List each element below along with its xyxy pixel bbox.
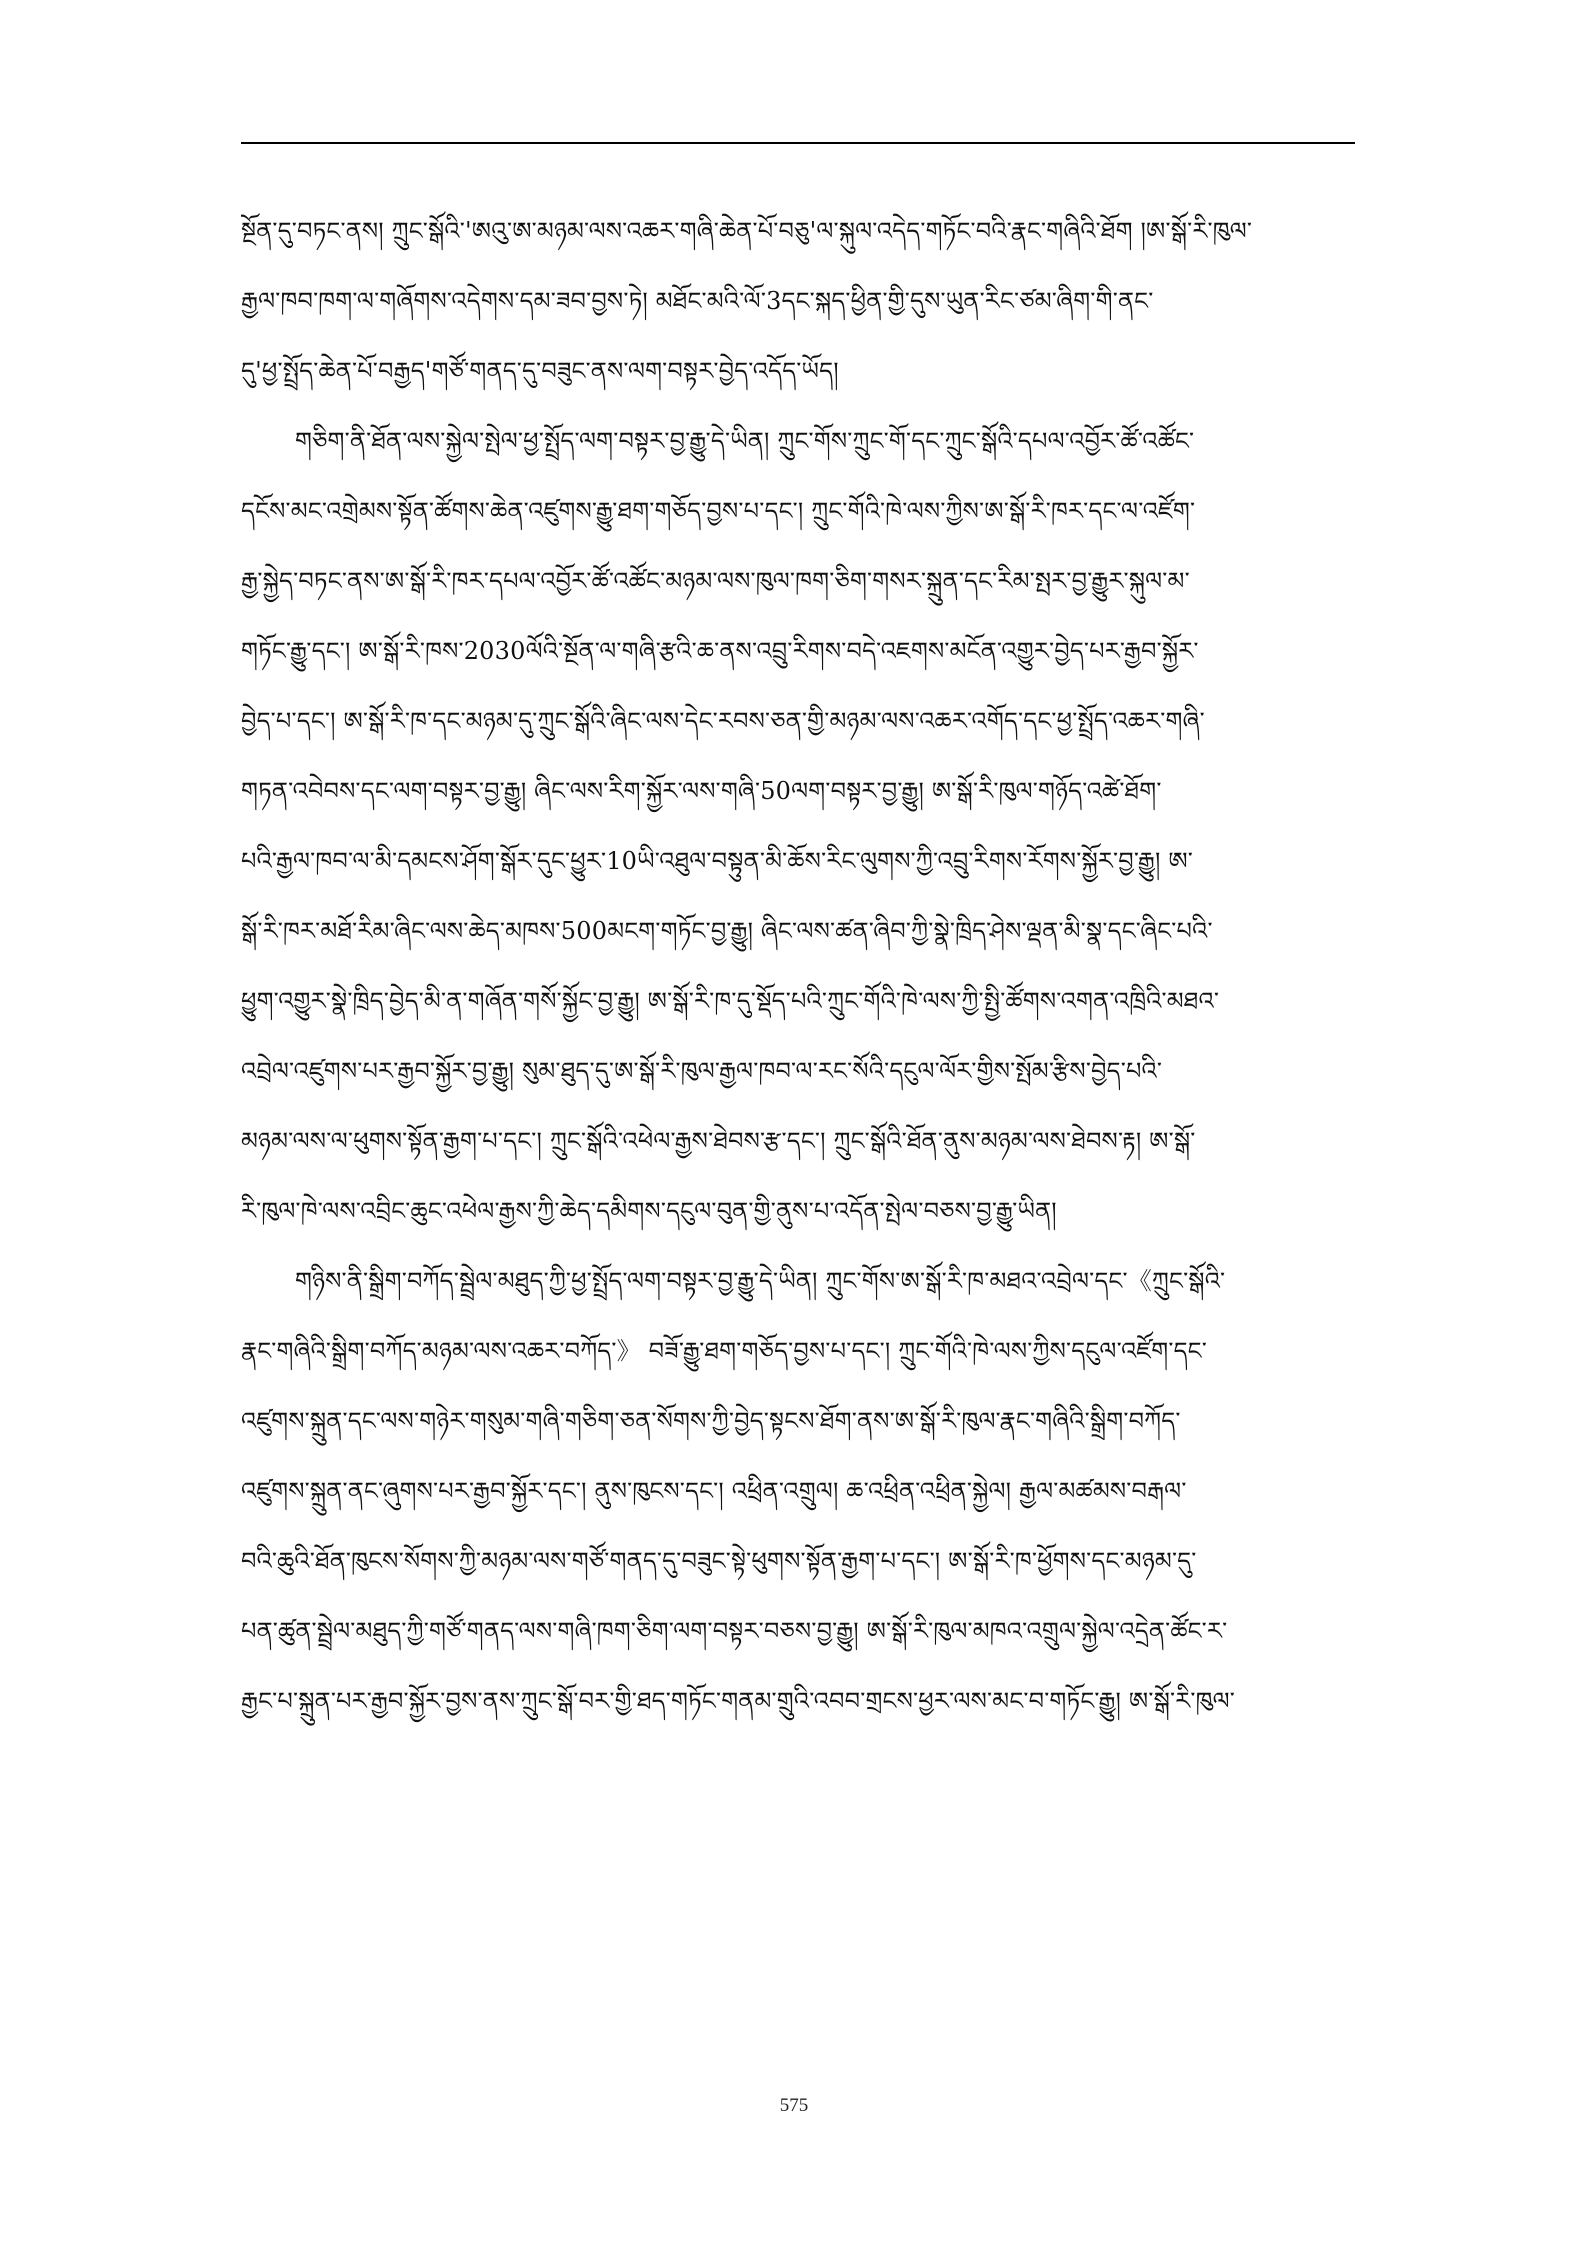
text-line: རྒྱལ་ཁབ་ཁག་ལ་གཞོགས་འདེགས་དམ་ཟབ་བྱས་ཏེ། མཐོང་མའི་ལོ་3དང་སྐད་ཕྱིན་གྱི་དུས་ཡུན་རིང་ཙམ་ཞིག་གི་ནང་ xyxy=(241,287,1154,315)
text-line: བའི་ཆུའི་ཐོན་ཁུངས་སོགས་ཀྱི་མཉམ་ལས་གཙོ་གནད་དུ་བཟུང་སྟེ་ཕུགས་སྟོན་རྒྱག་པ་དང་། ཨ་སྒོ་རི་ཁ་ཕྱོགས་དང་མཉམ་དུ་ xyxy=(241,1547,1197,1575)
text-line: དངོས་མང་འགྲེམས་སྟོན་ཚོགས་ཆེན་འཛུགས་རྒྱུ་ཐག་གཅོད་བྱས་པ་དང་། ཀྲུང་གོའི་ཁེ་ལས་ཀྱིས་ཨ་སྒོ་རི་ཁར་དང་ལ་འཛོག་ xyxy=(241,497,1196,525)
text-line: རི་ཁུལ་ཁེ་ལས་འབྲིང་ཆུང་འཕེལ་རྒྱས་ཀྱི་ཆེད་དམིགས་དངུལ་བུན་གྱི་ནུས་པ་འདོན་སྤེལ་བཅས་བྱ་རྒྱུ་ཡིན། xyxy=(241,1197,1057,1225)
text-line: གཅིག་ནི་ཐོན་ལས་སྐྱེལ་སྤེལ་ཕྱ་སྤྲོད་ལག་བསྟར་བྱ་རྒྱུ་དེ་ཡིན། ཀྲུང་གོས་ཀྲུང་གོ་དང་ཀྲུང་སྒོའི་དཔལ་འབྱོར་ཚོ་འཚོང་ xyxy=(295,427,1195,455)
text-line: མཉམ་ལས་ལ་ཕུགས་སྟོན་རྒྱག་པ་དང་། ཀྲུང་སྒོའི་འཕེལ་རྒྱས་ཐེབས་རྩ་དང་། ཀྲུང་སྒོའི་ཐོན་ནུས་མཉམ་ལས་ཐེབས་རྟ། ཨ་སྒོ་ xyxy=(241,1127,1196,1155)
text-line: སྔོན་དུ་བཏང་ནས། ཀྲུང་སྒོའི་'ཨའུ་ཨ་མཉམ་ལས་འཆར་གཞི་ཆེན་པོ་བཅུ'ལ་སྐུལ་འདེད་གཏོང་བའི་རྣང་གཞིའི་ཐོག །ཨ་སྒོ་རི་ཁུལ་ xyxy=(241,217,1253,245)
text-line: ཕྱུག་འགྱུར་སྣེ་ཁྲིད་བྱེད་མི་ན་གཞོན་གསོ་སྐྱོང་བྱ་རྒྱུ། ཨ་སྒོ་རི་ཁ་དུ་སྡོད་པའི་ཀྲུང་གོའི་ཁེ་ལས་ཀྱི་སྤྱི་ཚོགས་འགན་འཁྲིའི་མཐའ་ xyxy=(241,987,1220,1015)
text-line: གཏན་འབེབས་དང་ལག་བསྟར་བྱ་རྒྱུ། ཞིང་ལས་རིག་སྐྱོར་ལས་གཞི་50ལག་བསྟར་བྱ་རྒྱུ། ཨ་སྒོ་རི་ཁུལ་གཉོད་འཚེ་ཐོག་ xyxy=(241,777,1162,805)
paragraph xyxy=(241,406,1355,1246)
text-line: འཛུགས་སྐྲུན་དང་ལས་གཉེར་གསུམ་གཞི་གཅིག་ཅན་སོགས་ཀྱི་བྱེད་སྟངས་ཐོག་ནས་ཨ་སྒོ་རི་ཁུལ་རྣང་གཞིའི་སྒྲིག་བཀོད་ xyxy=(241,1407,1181,1435)
text-line: འབྲེལ་འཛུགས་པར་རྒྱབ་སྐྱོར་བྱ་རྒྱུ། སུམ་ཐུད་དུ་ཨ་སྒོ་རི་ཁུལ་རྒྱལ་ཁབ་ལ་རང་སོའི་དངུལ་ལོར་གྱིས་སྤོམ་རྩིས་བྱེད་པའི་ xyxy=(241,1057,1163,1085)
paragraph xyxy=(241,196,1355,406)
text-line: རྣང་གཞིའི་སྒྲིག་བཀོད་མཉམ་ལས་འཆར་བཀོད་》 བཟོ་རྒྱུ་ཐག་གཅོད་བྱས་པ་དང་། ཀྲུང་གོའི་ཁེ་ལས་ཀྱིས་དངུལ་འཛོག་དང་ xyxy=(241,1337,1207,1365)
text-line: རྒྱང་པ་སྐྲུན་པར་རྒྱབ་སྐྱོར་བྱས་ནས་ཀྲུང་སྒོ་བར་གྱི་ཐད་གཏོང་གནམ་གྲུའི་འབབ་གྲངས་ཕྱར་ལས་མང་བ་གཏོང་རྒྱུ། ཨ་སྒོ་རི་ཁུལ་ xyxy=(241,1687,1235,1715)
header-rule xyxy=(241,142,1355,144)
text-line: གཏོང་རྒྱུ་དང་། ཨ་སྒོ་རི་ཁས་2030ལོའི་སྔོན་ལ་གཞི་རྩའི་ཆ་ནས་འབྲུ་རིགས་བདེ་འཇགས་མངོན་འགྱུར་བྱེད་པར་རྒྱབ་སྐྱོར་ xyxy=(241,637,1199,665)
body-text xyxy=(241,196,1355,1736)
paragraph xyxy=(241,1246,1355,1736)
page-number: 575 xyxy=(779,2095,809,2116)
text-line: རྒྱ་སྐྱེད་བཏང་ནས་ཨ་སྒོ་རི་ཁར་དཔལ་འབྱོར་ཚོ་འཚོང་མཉམ་ལས་ཁུལ་ཁག་ཅིག་གསར་སྐྲུན་དང་རིམ་སྤར་བྱ་རྒྱུར་སྐུལ་མ་ xyxy=(241,567,1190,595)
text-line: དུ'ཕྱ་སྤྲོད་ཆེན་པོ་བརྒྱད'གཙོ་གནད་དུ་བཟུང་ནས་ལག་བསྟར་བྱེད་འདོད་ཡོད། xyxy=(241,357,839,385)
text-line: འཛུགས་སྐྲུན་ནང་ཞུགས་པར་རྒྱབ་སྐྱོར་དང་། ནུས་ཁུངས་དང་། འཕྲིན་འགྲུལ། ཆ་འཕྲིན་འཕྲིན་སྐྱེལ། རྒྱལ་མཚམས་བརྒལ་ xyxy=(241,1477,1187,1505)
text-line: པན་ཚུན་སྦྲེལ་མཐུད་ཀྱི་གཙོ་གནད་ལས་གཞི་ཁག་ཅིག་ལག་བསྟར་བཅས་བྱ་རྒྱུ། ཨ་སྒོ་རི་ཁུལ་མཁའ་འགྲུལ་སྐྱེལ་འདྲེན་ཚོང་ར་ xyxy=(241,1617,1228,1645)
text-line: བྱེད་པ་དང་། ཨ་སྒོ་རི་ཁ་དང་མཉམ་དུ་ཀྲུང་སྒོའི་ཞིང་ལས་དེང་རབས་ཅན་གྱི་མཉམ་ལས་འཆར་འགོད་དང་ཕྱ་སྤྲོད་འཆར་གཞི་ xyxy=(241,707,1205,735)
text-line: སྒོ་རི་ཁར་མཐོ་རིམ་ཞིང་ལས་ཆེད་མཁས་500མངག་གཏོང་བྱ་རྒྱུ། ཞིང་ལས་ཚན་ཞིབ་ཀྱི་སྣེ་ཁྲིད་ཤེས་ལྡན་མི་སྣ་དང་ཞིང་པའི་ xyxy=(241,917,1213,945)
text-line: པའི་རྒྱལ་ཁབ་ལ་མི་དམངས་ཤོག་སྒོར་དུང་ཕྱུར་10ཡི་འཐུལ་བསྟུན་མི་ཆོས་རིང་ལུགས་ཀྱི་འབྲུ་རིགས་རོགས་སྐྱོར་བྱ་རྒྱུ། ཨ་ xyxy=(241,847,1193,875)
text-line: གཉིས་ནི་སྒྲིག་བཀོད་སྦྲེལ་མཐུད་ཀྱི་ཕྱ་སྤྲོད་ལག་བསྟར་བྱ་རྒྱུ་དེ་ཡིན། ཀྲུང་གོས་ཨ་སྒོ་རི་ཁ་མཐའ་འབྲེལ་དང་《ཀྲུང་སྒོའི་ xyxy=(295,1267,1226,1295)
